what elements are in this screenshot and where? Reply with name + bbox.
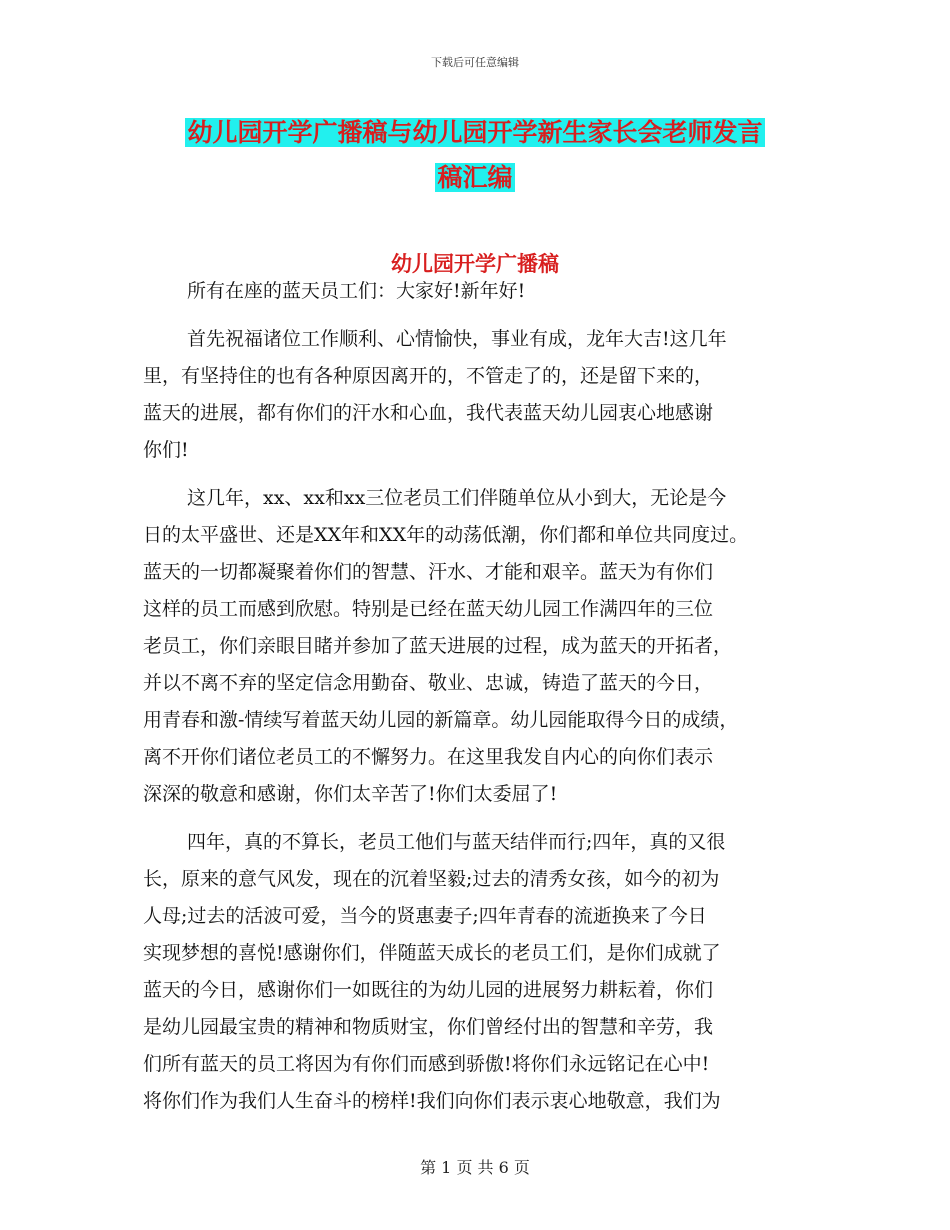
paragraph-line: 这样的员工而感到欣慰。特别是已经在蓝天幼儿园工作满四年的三位 <box>143 598 714 620</box>
document-title-text-1: 幼儿园开学广播稿与幼儿园开学新生家长会老师发言 <box>187 118 763 147</box>
paragraph-line: 蓝天的今日，感谢你们一如既往的为幼儿园的进展努力耕耘着，你们 <box>143 979 714 1001</box>
paragraph-line: 是幼儿园最宝贵的精神和物质财宝，你们曾经付出的智慧和辛劳，我 <box>143 1016 714 1038</box>
paragraph-line: 人母;过去的活波可爱，当今的贤惠妻子;四年青春的流逝换来了今日 <box>143 905 707 927</box>
paragraph-line: 用青春和激-情续写着蓝天幼儿园的新篇章。幼儿园能取得今日的成绩， <box>143 709 739 731</box>
document-body <box>143 273 823 1120</box>
document-title-text-2: 稿汇编 <box>437 163 513 192</box>
section-title: 幼儿园开学广播稿 <box>391 252 559 276</box>
paragraph-line: 离不开你们诸位老员工的不懈努力。在这里我发自内心的向你们表示 <box>143 746 714 768</box>
paragraph-line: 并以不离不弃的坚定信念用勤奋、敬业、忠诚，铸造了蓝天的今日， <box>143 672 714 694</box>
paragraph-line: 老员工，你们亲眼目睹并参加了蓝天进展的过程，成为蓝天的开拓者， <box>143 635 733 657</box>
paragraph-line: 蓝天的一切都凝聚着你们的智慧、汗水、才能和艰辛。蓝天为有你们 <box>143 561 714 583</box>
page-footer: 第 1 页 共 6 页 <box>420 1158 530 1177</box>
paragraph-line: 日的太平盛世、还是XX年和XX年的动荡低潮，你们都和单位共同度过。 <box>143 524 749 546</box>
paragraph-line: 深深的敬意和感谢，你们太辛苦了!你们太委屈了! <box>143 783 558 805</box>
document-title-line-2 <box>0 158 950 194</box>
paragraph-line: 们所有蓝天的员工将因为有你们而感到骄傲!将你们永远铭记在心中! <box>143 1053 710 1075</box>
paragraph-line: 蓝天的进展，都有你们的汗水和心血，我代表蓝天幼儿园衷心地感谢 <box>143 402 714 424</box>
document-title-line-1 <box>0 113 950 149</box>
paragraph-line: 首先祝福诸位工作顺利、心情愉快，事业有成，龙年大吉!这几年 <box>187 328 727 350</box>
paragraph-line: 这几年，xx、xx和xx三位老员工们伴随单位从小到大，无论是今 <box>187 487 727 509</box>
paragraph-line: 所有在座的蓝天员工们：大家好!新年好! <box>187 280 526 302</box>
paragraph-line: 你们! <box>143 439 189 461</box>
paragraph-line: 四年，真的不算长，老员工他们与蓝天结伴而行;四年，真的又很 <box>187 831 726 853</box>
paragraph-line: 里，有坚持住的也有各种原因离开的，不管走了的，还是留下来的， <box>143 365 714 387</box>
paragraph-line: 将你们作为我们人生奋斗的榜样!我们向你们表示衷心地敬意，我们为 <box>143 1090 721 1112</box>
header-note: 下载后可任意编辑 <box>431 56 519 69</box>
paragraph-line: 长，原来的意气风发，现在的沉着坚毅;过去的清秀女孩，如今的初为 <box>143 868 720 890</box>
paragraph-line: 实现梦想的喜悦!感谢你们，伴随蓝天成长的老员工们，是你们成就了 <box>143 942 721 964</box>
